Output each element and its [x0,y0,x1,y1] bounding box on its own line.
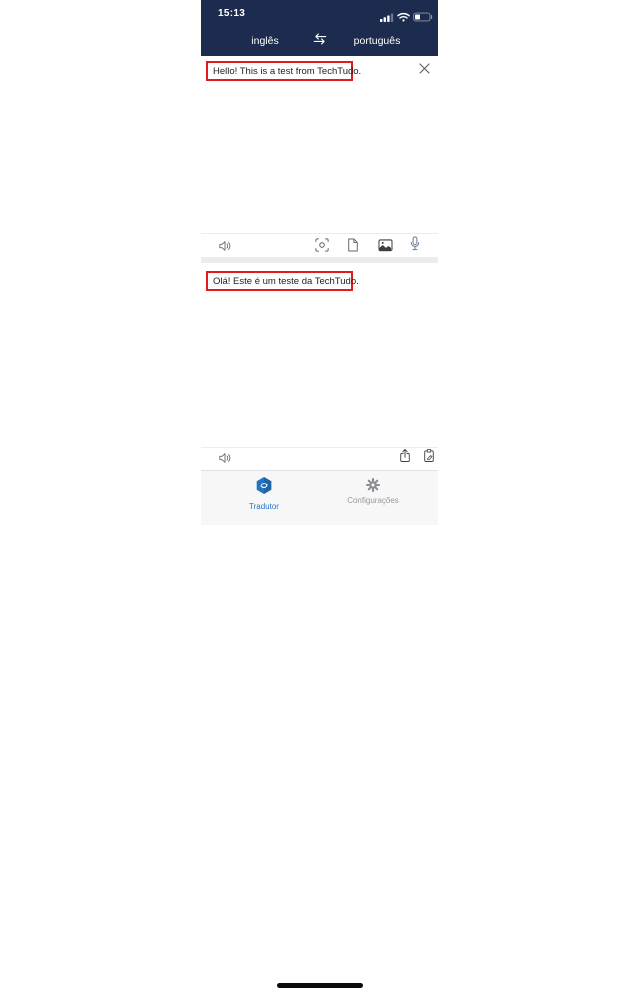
microphone-button[interactable] [407,238,423,254]
tab-configuracoes[interactable] [333,477,413,505]
close-button[interactable] [417,63,431,77]
document-icon [347,238,359,257]
photo-gallery-button[interactable] [377,240,393,256]
share-button[interactable] [397,450,413,466]
swap-arrows-icon [311,32,329,51]
gear-icon [366,477,380,493]
speaker-icon [218,451,232,469]
status-icons [380,9,433,27]
tab-label-configuracoes: Configurações [347,496,399,505]
photo-gallery-icon [378,239,393,257]
microphone-icon [409,236,421,256]
target-toolbar [201,447,438,468]
tab-tradutor[interactable] [224,477,304,511]
document-button[interactable] [345,239,361,255]
tab-bar [201,470,438,525]
wifi-icon [397,9,410,27]
target-language-button[interactable]: português [353,35,401,47]
target-text-highlight [206,271,359,291]
share-icon [399,448,411,468]
speaker-button[interactable] [217,240,233,256]
tab-label-tradutor: Tradutor [249,502,279,511]
copy-icon [423,448,435,468]
target-text: Olá! Este é um teste da TechTudo. [213,275,359,287]
cellular-signal-icon [380,9,394,27]
phone-screen [201,0,438,525]
speaker-button[interactable] [217,452,233,468]
source-toolbar [201,233,438,257]
status-bar [201,0,438,26]
source-text: Hello! This is a test from TechTudo. [213,65,362,77]
language-bar [201,26,438,56]
camera-scan-button[interactable] [314,239,330,255]
source-text-highlight[interactable] [206,61,362,81]
app-header [201,0,438,56]
camera-scan-icon [315,238,329,257]
battery-icon [413,9,433,27]
swap-languages-button[interactable] [309,29,331,53]
speaker-icon [218,239,232,257]
status-time: 15:13 [218,8,246,19]
section-divider [201,257,438,263]
translator-logo-icon [256,477,272,499]
home-indicator[interactable] [277,983,363,988]
source-language-button[interactable]: inglês [251,35,279,47]
copy-button[interactable] [421,450,437,466]
close-icon [419,61,430,79]
